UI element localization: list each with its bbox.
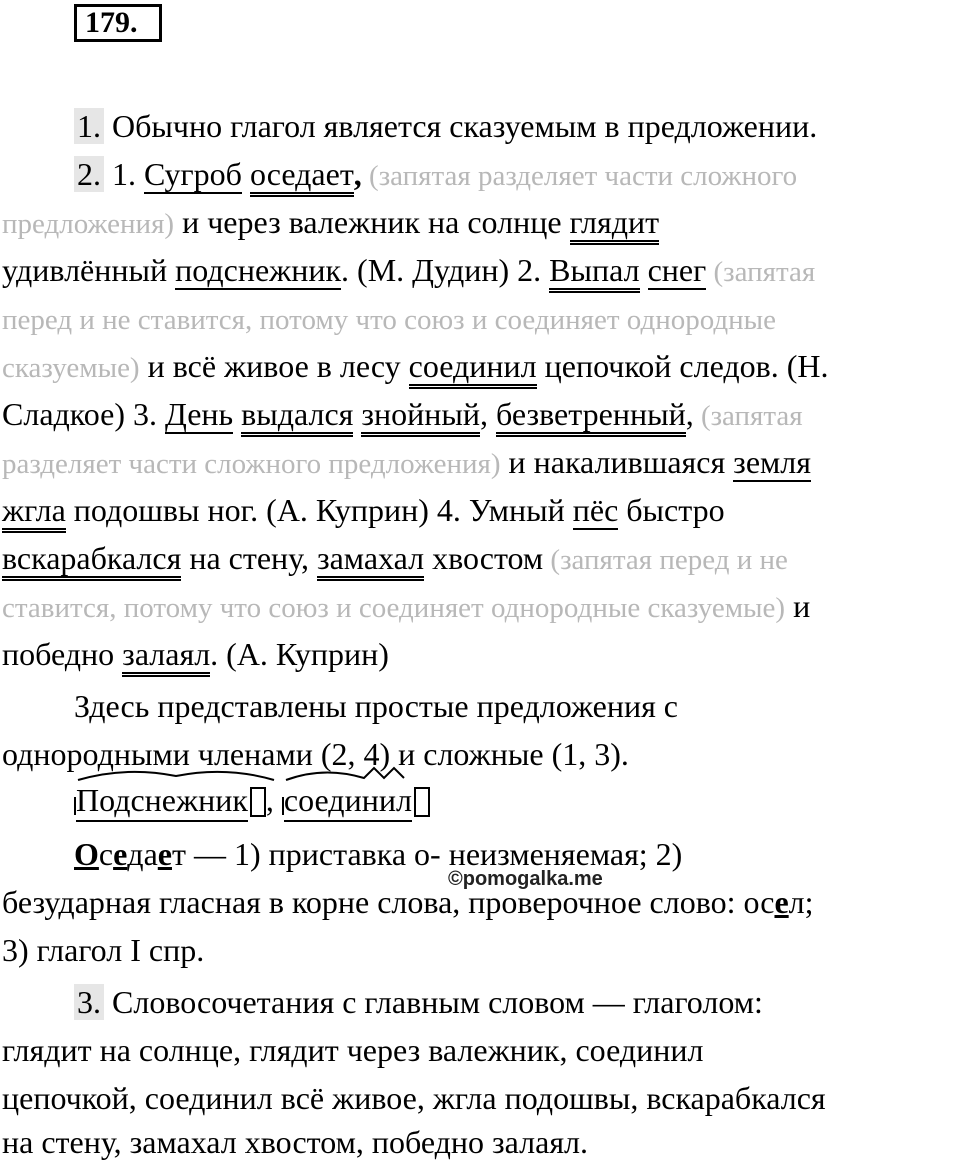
item-3-line-3: цепочкой, соединил всё живое, жгла подошвы, вскарабкался (2, 1080, 826, 1116)
summary-line-2: однородными членами (2, 4) и сложные (1, 3). (2, 736, 629, 772)
subject: снег (647, 252, 707, 288)
note: перед и не ставится, потому что союз и соединяет однородные (2, 304, 777, 336)
item-1-number: 1. (74, 108, 104, 144)
ending-box-icon (414, 787, 430, 817)
predicate: замахал (317, 540, 424, 581)
text: . (А. Куприн) (210, 636, 389, 672)
text: хвостом (424, 540, 544, 576)
item-2-line-3 (2, 246, 958, 296)
text: подошвы ног. (А. Куприн) 4. Умный (65, 492, 573, 528)
item-3-line-1 (2, 978, 960, 1026)
letter: е (157, 836, 172, 872)
item-3-number: 3. (74, 984, 104, 1020)
summary-line-1: Здесь представлены простые предложения с (74, 688, 678, 724)
morpheme-word-1 (76, 780, 248, 822)
item-2-line-2 (2, 198, 958, 248)
text: и (785, 588, 811, 624)
analysis-line-3: 3) глагол I спр. (2, 932, 205, 968)
morpheme-word-2 (284, 780, 412, 822)
letter: д (127, 836, 144, 872)
morpheme-text: Подснежник (76, 782, 248, 818)
text: Сладкое) 3. (2, 396, 165, 432)
item-2-line-6: Сладкое) 3. День выдался знойный, безветренный, (запятая (2, 390, 958, 440)
item-2-line-11 (2, 630, 958, 678)
root-arc-icon (76, 766, 276, 782)
letter: а (143, 836, 158, 872)
subject: Сугроб (144, 156, 242, 192)
predicate: выдался (241, 396, 353, 437)
letter: е (113, 836, 128, 872)
predicate: жгла (2, 492, 66, 533)
predicate: Выпал (549, 252, 639, 293)
item-2-line-8 (2, 486, 958, 534)
text: и накалившаяся (500, 444, 734, 480)
text: удивлённый (2, 252, 176, 288)
subject: земля (733, 444, 811, 480)
letter: т (171, 836, 186, 872)
item-2-line-1 (2, 150, 960, 200)
item-3-line-4: на стену, замахал хвостом, победно залаял. (2, 1124, 588, 1160)
exercise-number: 179. (74, 4, 162, 42)
text: и через валежник на солнце (174, 204, 570, 240)
item-2-line-9 (2, 534, 958, 584)
note: предложения) (2, 208, 175, 240)
note: ставится, потому что союз и соединяет однородные сказуемые) (2, 592, 786, 624)
text: л; (788, 884, 814, 920)
text: . (М. Дудин) 2. (341, 252, 550, 288)
text: быстро (618, 492, 725, 528)
predicate: залаял (122, 636, 210, 677)
item-2-number: 2. (74, 156, 104, 192)
predicate: оседает (250, 156, 354, 197)
note: (запятая разделяет части сложного (361, 160, 798, 192)
predicate: знойный (361, 396, 480, 437)
watermark: ©pomogalka.me (448, 868, 603, 890)
root-arc-icon (284, 766, 424, 782)
text: — 1) приставка о- неизменяемая; 2) (185, 836, 683, 872)
item-2-line-10 (2, 582, 958, 632)
morpheme-text: соединил (283, 782, 412, 818)
letter: О (74, 836, 99, 872)
item-1-text: Обычно глагол является сказуемым в предложении. (104, 108, 818, 144)
comma: , (353, 156, 362, 192)
morpheme-parse (74, 780, 430, 822)
text: безударная гласная в корне слова, проверочное слово: ос (2, 884, 775, 920)
item-3-line-2: глядит на солнце, глядит через валежник, соединил (2, 1032, 704, 1068)
note: (запятая (693, 400, 803, 432)
letter: с (98, 836, 114, 872)
text: цепочкой следов. (Н. (536, 348, 829, 384)
item-2-line-7 (2, 438, 958, 488)
subject: пёс (572, 492, 619, 528)
predicate: вскарабкался (2, 540, 181, 581)
separator: , (265, 782, 282, 818)
predicate: соединил (409, 348, 537, 389)
item-2-line-4 (2, 294, 958, 344)
ending-box-icon (250, 787, 266, 817)
item-1 (2, 102, 960, 150)
note: сказуемые) (2, 352, 140, 384)
text: на стену, (181, 540, 317, 576)
text: победно (2, 636, 123, 672)
note: (запятая (706, 256, 816, 288)
text: Словосочетания с главным словом — глаголом: (104, 984, 763, 1020)
predicate: глядит (570, 204, 660, 245)
text: и всё живое в лесу (139, 348, 409, 384)
note: (запятая перед и не (543, 544, 788, 576)
note: разделяет части сложного предложения) (2, 448, 501, 480)
sentence-1-number: 1. (104, 156, 144, 192)
subject: День (164, 396, 234, 432)
predicate: безветренный (496, 396, 686, 437)
item-2-line-5 (2, 342, 958, 392)
letter: е (774, 884, 789, 920)
subject: подснежник (175, 252, 342, 288)
